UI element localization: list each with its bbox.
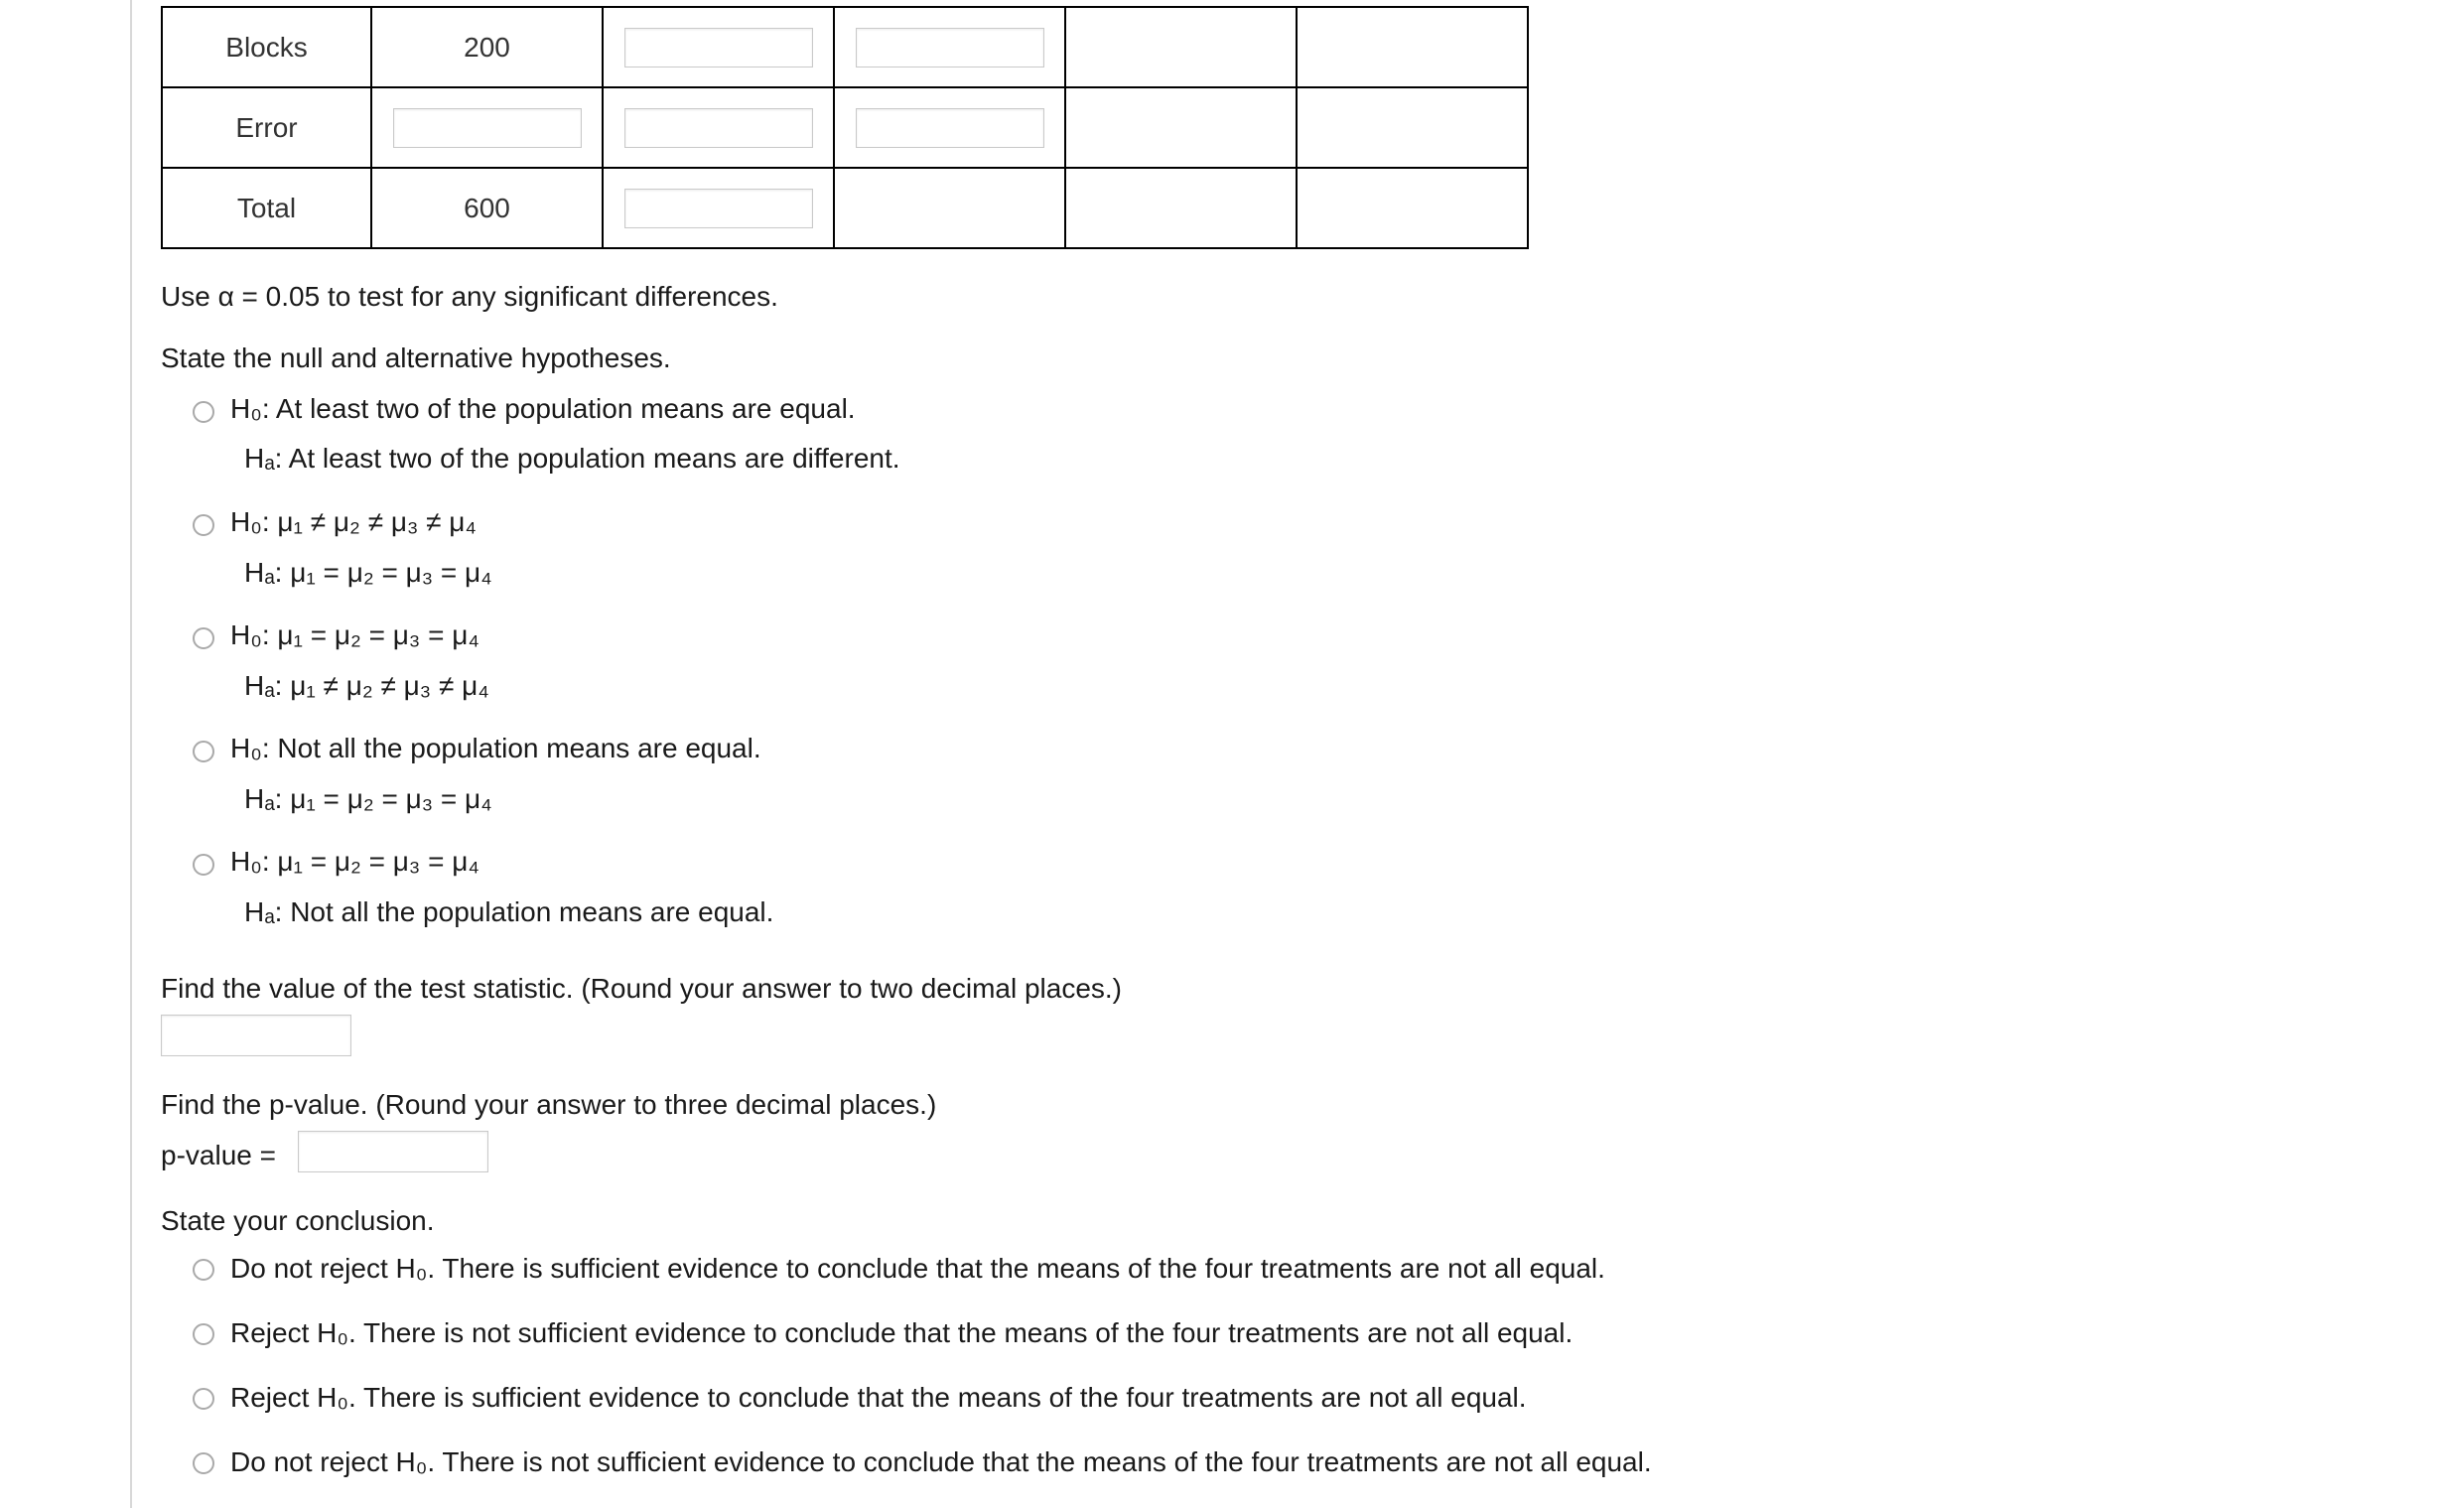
alpha-instruction: Use α = 0.05 to test for any significant differences. bbox=[161, 281, 778, 312]
error-df-cell bbox=[603, 87, 834, 168]
hypothesis-4-h0: H₀: Not all the population means are equal. bbox=[230, 733, 761, 763]
hypothesis-2-h0: H₀: μ₁ ≠ μ₂ ≠ μ₃ ≠ μ₄ bbox=[230, 506, 477, 537]
table-row bbox=[162, 87, 1528, 168]
hypothesis-5-h0: H₀: μ₁ = μ₂ = μ₃ = μ₄ bbox=[230, 846, 479, 877]
hypothesis-2-ha: Hₐ: μ₁ = μ₂ = μ₃ = μ₄ bbox=[244, 557, 492, 588]
table-row bbox=[162, 168, 1528, 248]
p-value-input[interactable] bbox=[298, 1131, 488, 1172]
conclusion-radio-4[interactable] bbox=[193, 1452, 214, 1474]
blocks-p-cell bbox=[1297, 7, 1528, 87]
total-df-input[interactable] bbox=[624, 189, 813, 228]
error-df-input[interactable] bbox=[624, 108, 813, 148]
blocks-ms-input[interactable] bbox=[856, 28, 1044, 68]
error-ss-cell bbox=[371, 87, 603, 168]
error-p-cell bbox=[1297, 87, 1528, 168]
hypothesis-3-h0: H₀: μ₁ = μ₂ = μ₃ = μ₄ bbox=[230, 619, 479, 650]
left-margin-rule bbox=[130, 0, 132, 1508]
conclusion-radio-2[interactable] bbox=[193, 1323, 214, 1345]
row-source-total: Total bbox=[162, 168, 371, 248]
total-ss-value: 600 bbox=[371, 168, 603, 248]
blocks-ss-value: 200 bbox=[371, 7, 603, 87]
total-ms-cell bbox=[834, 168, 1065, 248]
total-p-cell bbox=[1297, 168, 1528, 248]
error-f-cell bbox=[1065, 87, 1297, 168]
hypothesis-1-ha: Hₐ: At least two of the population means are different. bbox=[244, 443, 900, 474]
test-statistic-prompt: Find the value of the test statistic. (Round your answer to two decimal places.) bbox=[161, 973, 1123, 1004]
total-df-cell bbox=[603, 168, 834, 248]
blocks-df-input[interactable] bbox=[624, 28, 813, 68]
hypothesis-radio-1[interactable] bbox=[193, 401, 214, 423]
anova-table bbox=[161, 6, 1529, 249]
hypothesis-radio-4[interactable] bbox=[193, 741, 214, 762]
row-source-error: Error bbox=[162, 87, 371, 168]
conclusion-radio-1[interactable] bbox=[193, 1259, 214, 1281]
row-source-blocks: Blocks bbox=[162, 7, 371, 87]
hypothesis-4-ha: Hₐ: μ₁ = μ₂ = μ₃ = μ₄ bbox=[244, 783, 492, 814]
total-f-cell bbox=[1065, 168, 1297, 248]
p-value-prompt: Find the p-value. (Round your answer to three decimal places.) bbox=[161, 1089, 937, 1120]
conclusion-option-1: Do not reject H₀. There is sufficient evidence to conclude that the means of the four treatments are not all equal. bbox=[230, 1253, 1605, 1284]
hypothesis-3-ha: Hₐ: μ₁ ≠ μ₂ ≠ μ₃ ≠ μ₄ bbox=[244, 670, 489, 701]
hypothesis-5-ha: Hₐ: Not all the population means are equal. bbox=[244, 896, 774, 927]
test-statistic-input[interactable] bbox=[161, 1015, 351, 1056]
error-ms-input[interactable] bbox=[856, 108, 1044, 148]
blocks-df-cell bbox=[603, 7, 834, 87]
hypothesis-radio-3[interactable] bbox=[193, 627, 214, 649]
p-value-label: p-value = bbox=[161, 1140, 276, 1170]
error-ms-cell bbox=[834, 87, 1065, 168]
conclusion-prompt: State your conclusion. bbox=[161, 1205, 435, 1236]
hypothesis-radio-5[interactable] bbox=[193, 854, 214, 876]
conclusion-option-4: Do not reject H₀. There is not sufficient evidence to conclude that the means of the four treatments are not all equal. bbox=[230, 1446, 1652, 1477]
conclusion-option-2: Reject H₀. There is not sufficient evidence to conclude that the means of the four treatments are not all equal. bbox=[230, 1317, 1574, 1348]
table-row bbox=[162, 7, 1528, 87]
conclusion-option-3: Reject H₀. There is sufficient evidence to conclude that the means of the four treatments are not all equal. bbox=[230, 1382, 1527, 1413]
blocks-ms-cell bbox=[834, 7, 1065, 87]
conclusion-radio-3[interactable] bbox=[193, 1388, 214, 1410]
hypotheses-prompt: State the null and alternative hypotheses. bbox=[161, 343, 671, 373]
hypothesis-radio-2[interactable] bbox=[193, 514, 214, 536]
blocks-f-cell bbox=[1065, 7, 1297, 87]
hypothesis-1-h0: H₀: At least two of the population means are equal. bbox=[230, 393, 856, 424]
error-ss-input[interactable] bbox=[393, 108, 582, 148]
